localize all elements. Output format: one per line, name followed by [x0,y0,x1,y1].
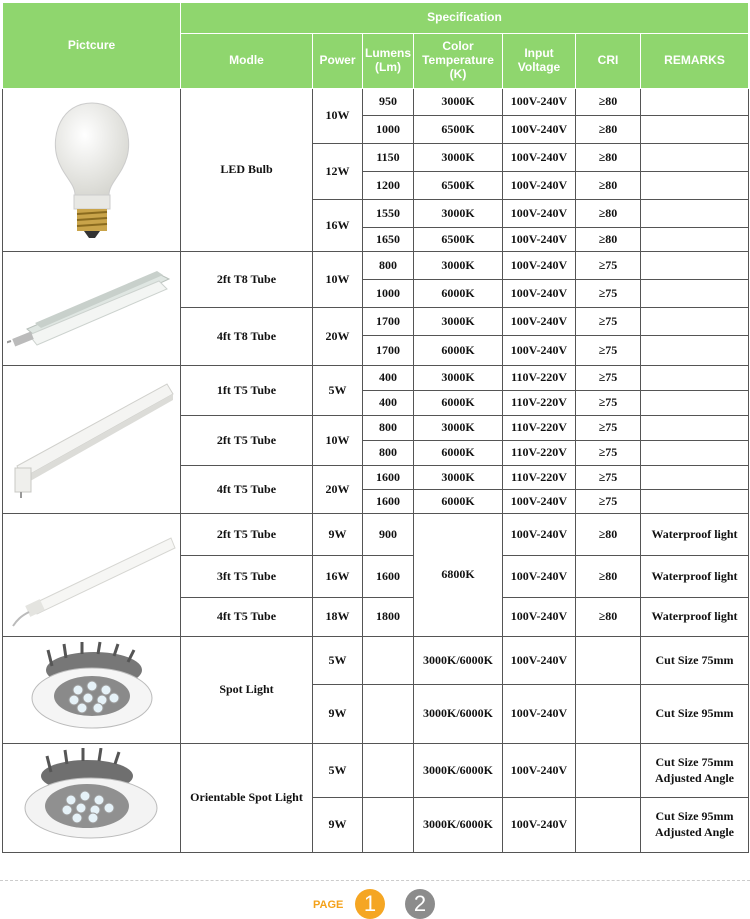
table-row: 4ft T5 Tube 18W 1800 100V-240V ≥80 Waterproof light [3,598,749,637]
page-label: PAGE [313,899,344,911]
t8-tube-image [3,252,181,366]
specification-header: Specification [181,3,749,34]
cri-header: CRI [576,34,641,89]
waterproof-tube-image [3,514,181,637]
input-voltage-header: Input Voltage [503,34,576,89]
table-row: Orientable Spot Light 5W 3000K/6000K 100V-240V Cut Size 75mm Adjusted Angle [3,744,749,798]
model-cell: 4ft T5 Tube [181,598,313,637]
model-cell: 1ft T5 Tube [181,366,313,416]
table-row: 1650 6500K 100V-240V ≥80 [3,228,749,252]
table-row: 4ft T8 Tube 20W 1700 3000K 100V-240V ≥75 [3,308,749,336]
lumens-header: Lumens (Lm) [363,34,414,89]
table-row: 400 6000K 110V-220V ≥75 [3,391,749,416]
table-row: Spot Light 5W 3000K/6000K 100V-240V Cut Size 75mm [3,637,749,685]
picture-header: Pictcure [3,3,181,89]
model-cell: Spot Light [181,637,313,744]
table-row: 16W 1550 3000K 100V-240V ≥80 [3,200,749,228]
model-cell: 4ft T5 Tube [181,466,313,514]
table-row: 1600 6000K 100V-240V ≥75 [3,490,749,514]
table-row: 9W 3000K/6000K 100V-240V Cut Size 95mm [3,685,749,744]
model-cell: LED Bulb [181,89,313,252]
model-cell: 2ft T8 Tube [181,252,313,308]
led-bulb-image [3,89,181,252]
model-header: Modle [181,34,313,89]
spot-light-image [3,637,181,744]
specification-table [2,2,749,853]
table-row: 1ft T5 Tube 5W 400 3000K 110V-220V ≥75 [3,366,749,391]
table-row: 1700 6000K 100V-240V ≥75 [3,336,749,366]
table-row: 12W 1150 3000K 100V-240V ≥80 [3,144,749,172]
table-row: 1000 6000K 100V-240V ≥75 [3,280,749,308]
table-row: 4ft T5 Tube 20W 1600 3000K 110V-220V ≥75 [3,466,749,490]
table-row: 3ft T5 Tube 16W 1600 100V-240V ≥80 Waterproof light [3,556,749,598]
remarks-header: REMARKS [641,34,749,89]
table-row: 9W 3000K/6000K 100V-240V Cut Size 95mm Adjusted Angle [3,798,749,853]
pagination [0,880,750,918]
orientable-spot-light-image [3,744,181,853]
table-row: 1200 6500K 100V-240V ≥80 [3,172,749,200]
t5-tube-image [3,366,181,514]
model-cell: 2ft T5 Tube [181,514,313,556]
table-row: 2ft T8 Tube 10W 800 3000K 100V-240V ≥75 [3,252,749,280]
table-row: 1000 6500K 100V-240V ≥80 [3,116,749,144]
page-1-button[interactable]: 1 [355,889,385,919]
table-row: 800 6000K 110V-220V ≥75 [3,441,749,466]
table-row: 2ft T5 Tube 10W 800 3000K 110V-220V ≥75 [3,416,749,441]
color-temperature-header: Color Temperature (K) [414,34,503,89]
model-cell: 3ft T5 Tube [181,556,313,598]
power-header: Power [313,34,363,89]
model-cell: 4ft T8 Tube [181,308,313,366]
table-row: 2ft T5 Tube 9W 900 6800K 100V-240V ≥80 Waterproof light [3,514,749,556]
table-row: LED Bulb 10W 950 3000K 100V-240V ≥80 [3,89,749,116]
model-cell: Orientable Spot Light [181,744,313,853]
model-cell: 2ft T5 Tube [181,416,313,466]
page-2-button[interactable]: 2 [405,889,435,919]
